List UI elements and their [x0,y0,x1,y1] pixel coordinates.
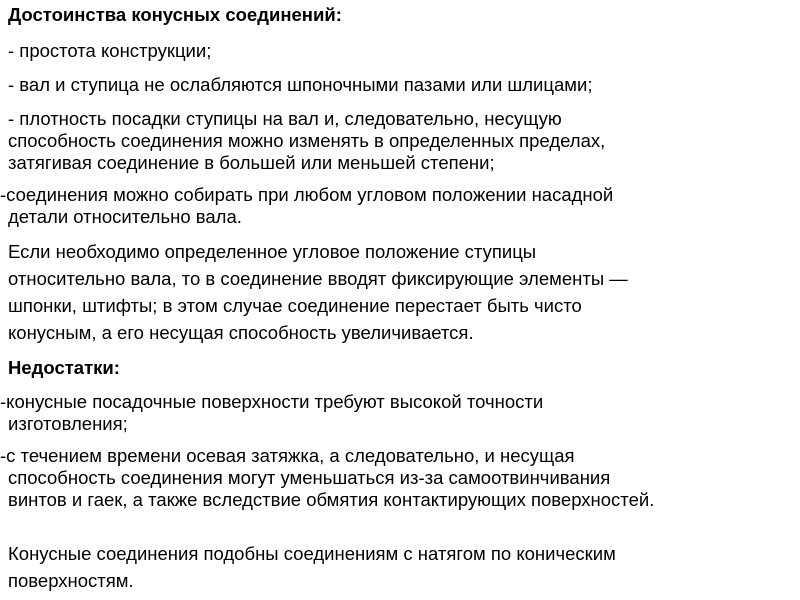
disadvantage-precision-line: изготовления; [8,413,128,434]
advantage-shaft: - вал и ступица не ослабляются шпоночными пазами или шлицами; [8,74,593,95]
disadvantage-tension-line: способность соединения могут уменьшаться из-за самоотвинчивания [8,467,611,488]
disadvantage-tension-line: винтов и гаек, а также вследствие обмятия контактирующих поверхностей. [8,489,655,510]
disadvantages-heading: Недостатки: [8,357,120,378]
advantages-heading: Достоинства конусных соединений: [8,4,342,25]
disadvantage-precision-line: -конусные посадочные поверхности требуют высокой точности [0,391,544,412]
note-line: конусным, а его несущая способность увеличивается. [8,322,474,343]
advantage-fit-line: способность соединения можно изменять в определенных пределах, [8,130,606,151]
advantage-angle-line: детали относительно вала. [8,206,242,227]
advantage-fit-line: - плотность посадки ступицы на вал и, следовательно, несущую [8,108,562,129]
advantage-angle-line: -соединения можно собирать при любом угловом положении насадной [0,184,614,205]
note-line: шпонки, штифты; в этом случае соединение перестает быть чисто [8,295,582,316]
conclusion-line: поверхностям. [8,570,134,591]
advantage-simple: - простота конструкции; [8,40,212,61]
conclusion-line: Конусные соединения подобны соединениям с натягом по коническим [8,543,616,564]
disadvantage-tension-line: -с течением времени осевая затяжка, а следовательно, и несущая [0,445,575,466]
note-line: относительно вала, то в соединение вводят фиксирующие элементы — [8,268,628,289]
advantage-fit-line: затягивая соединение в большей или меньшей степени; [8,152,495,173]
note-line: Если необходимо определенное угловое положение ступицы [8,241,537,262]
